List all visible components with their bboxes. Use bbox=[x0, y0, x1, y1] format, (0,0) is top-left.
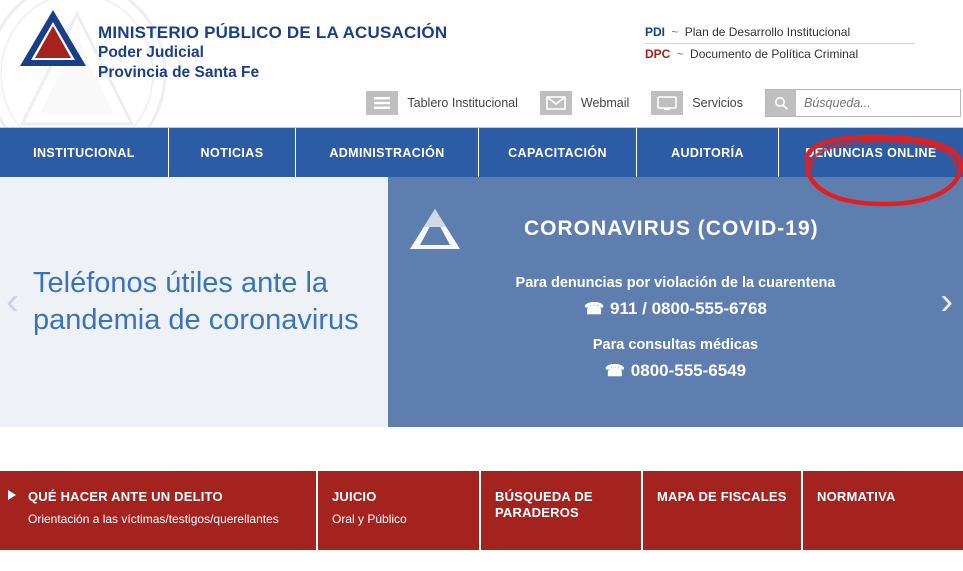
covid-consultas-phone: 0800-555-6549 bbox=[630, 361, 747, 380]
covid-banner-header bbox=[388, 205, 963, 253]
carousel-prev-arrow[interactable]: ‹ bbox=[6, 280, 19, 323]
top-link-pdi-label: Plan de Desarrollo Institucional bbox=[684, 25, 851, 39]
mail-icon bbox=[540, 91, 572, 115]
utility-servicios-label: Servicios bbox=[692, 96, 743, 110]
utility-tablero-institucional[interactable] bbox=[366, 91, 517, 115]
mountain-logo-icon bbox=[406, 205, 464, 253]
nav-item-noticias[interactable]: NOTICIAS bbox=[169, 128, 296, 177]
card-2-subtitle: Oral y Público bbox=[332, 511, 407, 526]
menu-icon bbox=[366, 91, 398, 115]
top-link-dpc[interactable] bbox=[645, 44, 915, 65]
hero-carousel bbox=[0, 177, 963, 427]
institution-logo[interactable] bbox=[18, 8, 88, 70]
top-link-pdi-separator: ~ bbox=[671, 25, 679, 39]
utility-webmail-label: Webmail bbox=[580, 96, 630, 110]
section-spacer bbox=[0, 427, 963, 471]
hero-title: Teléfonos útiles ante la pandemia de coronavirus bbox=[33, 266, 359, 336]
covid-consultas-phone-row bbox=[388, 361, 963, 381]
main-navigation bbox=[0, 127, 963, 177]
organization-title bbox=[98, 22, 447, 82]
card-mapa-de-fiscales[interactable] bbox=[643, 471, 803, 550]
covid-consultas-text: Para consultas médicas bbox=[592, 337, 759, 353]
utility-servicios[interactable] bbox=[651, 91, 743, 115]
utility-webmail[interactable] bbox=[540, 91, 629, 115]
phone-icon: ☎ bbox=[584, 301, 604, 318]
covid-denuncias-phone-row bbox=[388, 299, 963, 319]
covid-denuncias-text: Para denuncias por violación de la cuarentena bbox=[515, 275, 836, 291]
top-link-pdi-key: PDI bbox=[645, 25, 666, 39]
nav-item-administracion[interactable]: ADMINISTRACIÓN bbox=[296, 128, 479, 177]
search-input[interactable] bbox=[796, 91, 960, 115]
card-4-title: MAPA DE FISCALES bbox=[657, 489, 787, 504]
site-header bbox=[0, 0, 963, 127]
card-juicio[interactable] bbox=[318, 471, 481, 550]
carousel-next-arrow[interactable]: › bbox=[940, 280, 953, 323]
card-busqueda-de-paraderos[interactable] bbox=[481, 471, 643, 550]
quick-links-row bbox=[0, 471, 963, 550]
covid-banner bbox=[388, 177, 963, 427]
search-icon bbox=[766, 90, 796, 116]
card-3-title: BÚSQUEDA DE PARADEROS bbox=[495, 489, 593, 520]
covid-banner-title: CORONAVIRUS (COVID-19) bbox=[524, 217, 819, 240]
covid-block-consultas bbox=[388, 337, 963, 381]
nav-item-capacitacion[interactable]: CAPACITACIÓN bbox=[479, 128, 637, 177]
card-5-title: NORMATIVA bbox=[817, 489, 896, 504]
top-link-dpc-label: Documento de Política Criminal bbox=[690, 47, 859, 61]
monitor-icon bbox=[651, 91, 683, 115]
search-box[interactable] bbox=[765, 89, 961, 117]
covid-block-denuncias bbox=[388, 275, 963, 319]
hero-text-panel bbox=[0, 177, 388, 427]
utility-bar bbox=[0, 82, 963, 124]
covid-denuncias-phone: 911 / 0800-555-6768 bbox=[610, 299, 767, 318]
phone-icon-2: ☎ bbox=[604, 363, 625, 380]
card-1-subtitle: Orientación a las víctimas/testigos/querellantes bbox=[28, 511, 279, 526]
org-name-line-2: Poder Judicial bbox=[98, 44, 204, 62]
card-normativa[interactable] bbox=[803, 471, 963, 550]
card-que-hacer-ante-un-delito[interactable] bbox=[0, 471, 318, 550]
card-1-title: QUÉ HACER ANTE UN DELITO bbox=[28, 489, 223, 504]
top-links bbox=[645, 22, 915, 65]
nav-item-auditoria[interactable]: AUDITORÍA bbox=[637, 128, 779, 177]
triangle-bullet-icon bbox=[8, 490, 16, 500]
card-2-title: JUICIO bbox=[332, 489, 377, 504]
org-name-line-3: Provincia de Santa Fe bbox=[98, 63, 260, 81]
top-link-dpc-separator: ~ bbox=[676, 47, 684, 61]
utility-tablero-label: Tablero Institucional bbox=[407, 96, 518, 110]
nav-item-denuncias-online[interactable]: DENUNCIAS ONLINE bbox=[779, 128, 963, 177]
top-link-pdi[interactable] bbox=[645, 22, 915, 44]
org-name-line-1: MINISTERIO PÚBLICO DE LA ACUSACIÓN bbox=[98, 23, 448, 42]
top-link-dpc-key: DPC bbox=[645, 47, 671, 61]
nav-item-institucional[interactable]: INSTITUCIONAL bbox=[0, 128, 169, 177]
